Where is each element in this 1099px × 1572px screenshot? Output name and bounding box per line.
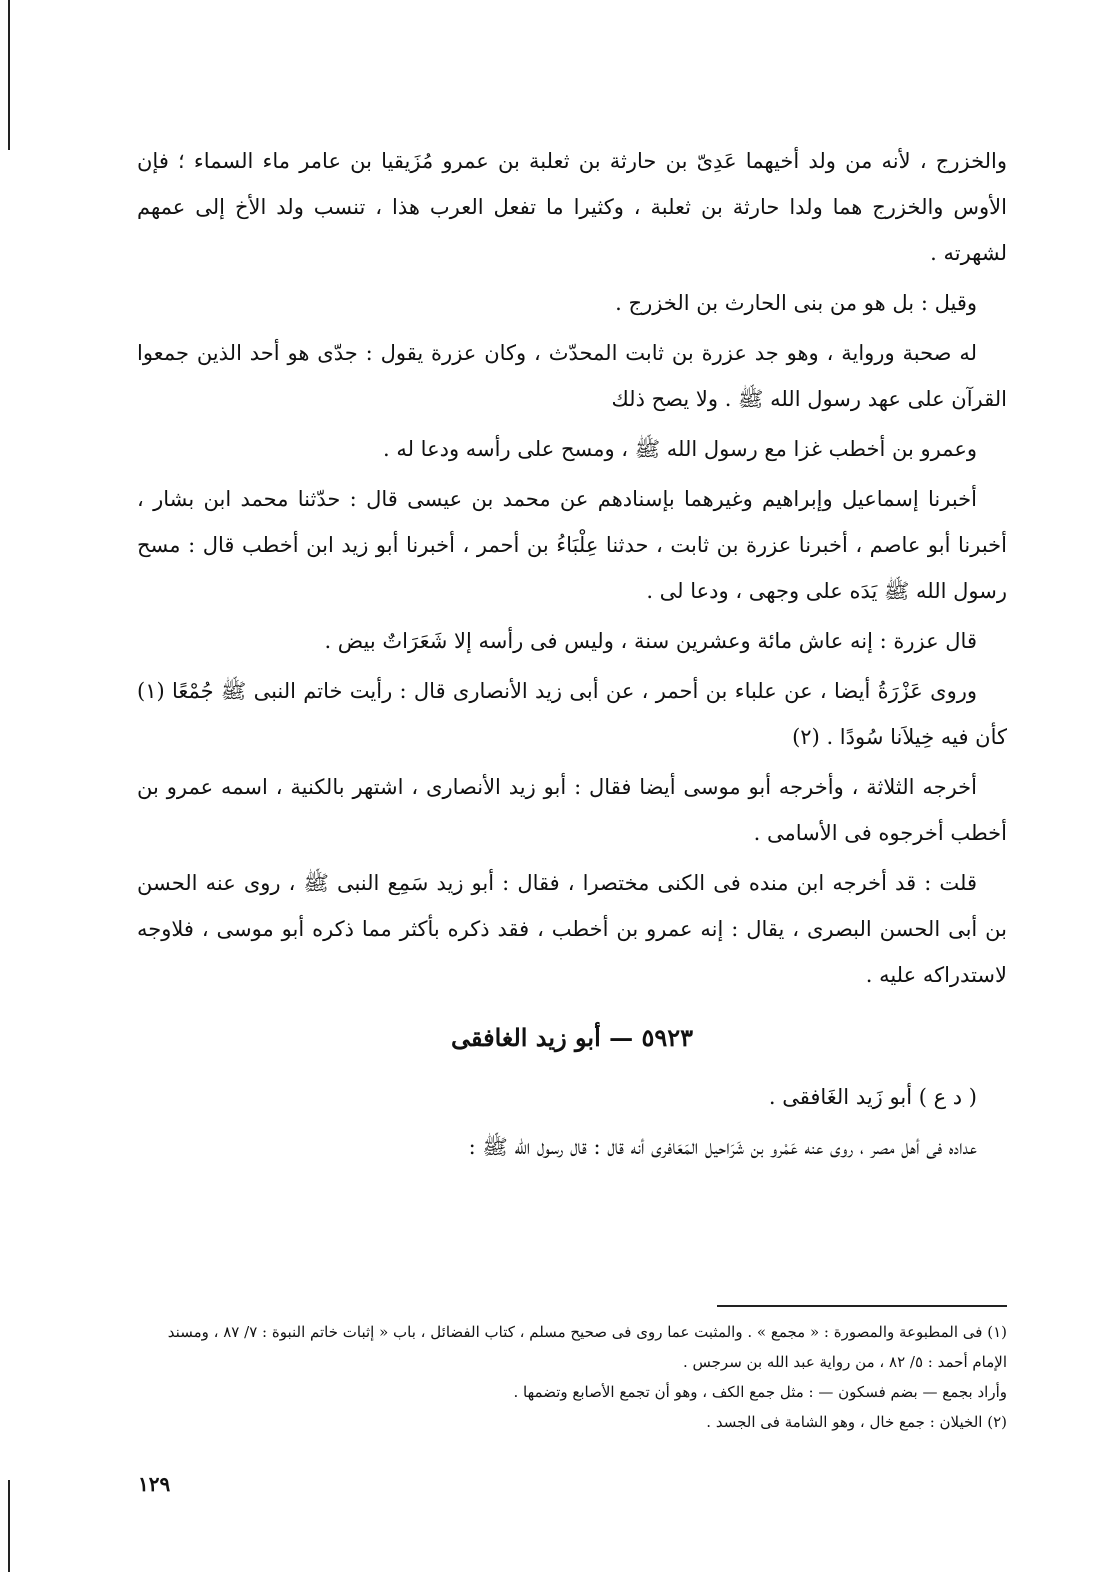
- paragraph: أخرجه الثلاثة ، وأخرجه أبو موسى أيضا فقال : أبو زيد الأنصارى ، اشتهر بالكنية ، اسمه عمرو بن أخطب أخرجوه فى الأسامى .: [137, 775, 1007, 845]
- paragraph: عداده فى أهل مصر ، روى عنه عَمْرو بن شَرَاحيل المَعَافرى أنه قال : قال رسول الله ﷺ :: [468, 1135, 977, 1159]
- scan-edge-mark: [8, 0, 10, 150]
- footnote: (٢) الخيلان : جمع خال ، وهو الشامة فى الجسد .: [706, 1413, 1007, 1431]
- paragraph: أخبرنا إسماعيل وإبراهيم وغيرهما بإسنادهم عن محمد بن عيسى قال : حدّثنا محمد ابن بشار ، أخبرنا أبو عاصم ، أخبرنا عزرة بن ثابت ، حدثنا عِلْبَاءُ بن أحمر ، أخبرنا أبو زيد ابن أخطب قال : مسح رسول الله ﷺ يَدَه على وجهى ، ودعا لى .: [137, 487, 1007, 603]
- paragraph: ( د ع ) أبو زَيد الغَافقى .: [768, 1085, 977, 1109]
- footnote-divider: [717, 1305, 1007, 1307]
- paragraph: وقيل : بل هو من بنى الحارث بن الخزرج .: [615, 291, 977, 315]
- entry-heading: ٥٩٢٣ — أبو زيد الغافقى: [450, 1023, 694, 1052]
- page-number: ١٢٩: [138, 1472, 171, 1496]
- footnote: (١) فى المطبوعة والمصورة : « مجمع » . والمثبت عما روى فى صحيح مسلم ، كتاب الفضائل ، باب « إثبات خاتم النبوة : ٧/ ٨٧ ، ومسند الإمام أحمد : ٥/ ٨٢ ، من رواية عبد الله بن سرجس .: [167, 1323, 1007, 1371]
- paragraph: قلت : قد أخرجه ابن منده فى الكنى مختصرا ، فقال : أبو زيد سَمِع النبى ﷺ ، روى عنه الحسن بن أبى الحسن البصرى ، يقال : إنه عمرو بن أخطب ، فقد ذكره بأكثر مما ذكره أبو موسى ، فلاوجه لاستدراكه عليه .: [137, 871, 1007, 987]
- paragraph: وروى عَزْرَةُ أيضا ، عن علباء بن أحمر ، عن أبى زيد الأنصارى قال : رأيت خاتم النبى ﷺ جُمْعًا (١) كأن فيه خِيلاَنا سُودًا . (٢): [137, 679, 1007, 749]
- paragraph: له صحبة ورواية ، وهو جد عزرة بن ثابت المحدّث ، وكان عزرة يقول : جدّى هو أحد الذين جمعوا القرآن على عهد رسول الله ﷺ . ولا يصح ذلك: [137, 341, 1007, 411]
- footnote: وأراد بجمع — بضم فسكون — : مثل جمع الكف ، وهو أن تجمع الأصابع وتضمها .: [513, 1383, 1007, 1401]
- main-text: [137, 138, 1007, 1170]
- footnotes: [137, 1305, 1007, 1437]
- paragraph: وعمرو بن أخطب غزا مع رسول الله ﷺ ، ومسح على رأسه ودعا له .: [383, 437, 977, 461]
- paragraph: قال عزرة : إنه عاش مائة وعشرين سنة ، وليس فى رأسه إلا شَعَرَاتٌ بيض .: [324, 629, 977, 653]
- scan-edge-mark: [8, 1480, 10, 1572]
- paragraph: والخزرج ، لأنه من ولد أخيهما عَدِىّ بن حارثة بن ثعلبة بن عمرو مُزَيقيا بن عامر ماء السماء ؛ فإن الأوس والخزرج هما ولدا حارثة بن ثعلبة ، وكثيرا ما تفعل العرب هذا ، تنسب ولد الأخ إلى عمهم لشهرته .: [137, 149, 1007, 265]
